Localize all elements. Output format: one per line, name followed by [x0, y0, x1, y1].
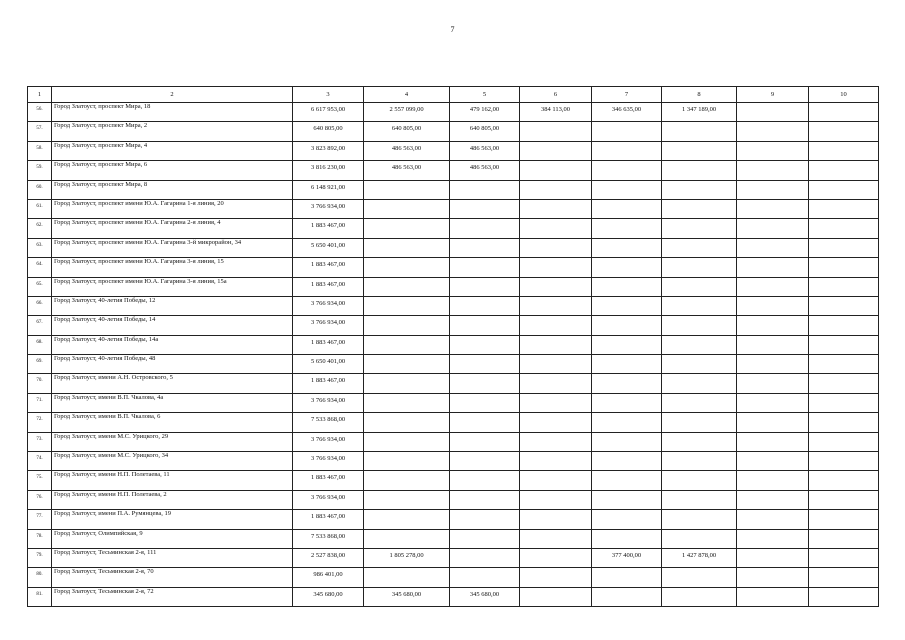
amount-cell: 3 766 934,00 — [293, 452, 364, 471]
amount-cell — [809, 180, 879, 199]
amount-cell — [520, 277, 592, 296]
amount-cell — [662, 510, 737, 529]
table-row — [28, 510, 879, 529]
column-header: 2 — [52, 87, 293, 103]
amount-cell — [737, 180, 809, 199]
amount-cell — [520, 296, 592, 315]
address-cell: Город Златоуст, имени Н.П. Полетаева, 11 — [52, 471, 293, 490]
row-number: 76. — [28, 490, 52, 509]
amount-cell — [364, 180, 450, 199]
amount-cell — [737, 258, 809, 277]
amount-cell — [737, 238, 809, 257]
row-number: 71. — [28, 393, 52, 412]
amount-cell — [737, 296, 809, 315]
address-cell: Город Златоуст, Олимпийская, 9 — [52, 529, 293, 548]
amount-cell — [364, 355, 450, 374]
amount-cell — [737, 335, 809, 354]
address-cell: Город Златоуст, имени М.С. Урицкого, 34 — [52, 452, 293, 471]
amount-cell — [364, 529, 450, 548]
amount-cell — [662, 432, 737, 451]
column-header: 8 — [662, 87, 737, 103]
amount-cell — [520, 393, 592, 412]
column-header: 9 — [737, 87, 809, 103]
amount-cell: 640 805,00 — [364, 122, 450, 141]
amount-cell — [592, 374, 662, 393]
table-row — [28, 374, 879, 393]
amount-cell — [450, 568, 520, 587]
amount-cell — [520, 510, 592, 529]
address-cell: Город Златоуст, проспект имени Ю.А. Гагарина 3-й микрорайон, 34 — [52, 238, 293, 257]
amount-cell — [662, 296, 737, 315]
address-cell: Город Златоуст, проспект имени Ю.А. Гагарина 2-я линия, 4 — [52, 219, 293, 238]
amount-cell: 6 148 921,00 — [293, 180, 364, 199]
amount-cell — [662, 219, 737, 238]
amount-cell — [662, 529, 737, 548]
amount-cell — [450, 335, 520, 354]
amount-cell — [520, 335, 592, 354]
amount-cell — [364, 413, 450, 432]
address-cell: Город Златоуст, Тесьминская 2-я, 72 — [52, 587, 293, 606]
amount-cell — [809, 548, 879, 567]
row-number: 62. — [28, 219, 52, 238]
amount-cell: 3 766 934,00 — [293, 199, 364, 218]
amount-cell — [592, 141, 662, 160]
register-table — [27, 86, 879, 607]
amount-cell: 6 617 953,00 — [293, 103, 364, 122]
amount-cell — [809, 510, 879, 529]
amount-cell: 1 883 467,00 — [293, 374, 364, 393]
table-row — [28, 180, 879, 199]
column-header: 7 — [592, 87, 662, 103]
column-header: 3 — [293, 87, 364, 103]
amount-cell — [592, 219, 662, 238]
amount-cell — [737, 529, 809, 548]
amount-cell — [809, 471, 879, 490]
amount-cell — [737, 452, 809, 471]
amount-cell: 1 427 878,00 — [662, 548, 737, 567]
amount-cell: 3 816 230,00 — [293, 161, 364, 180]
amount-cell — [737, 548, 809, 567]
amount-cell: 5 650 401,00 — [293, 355, 364, 374]
amount-cell — [662, 199, 737, 218]
amount-cell — [364, 374, 450, 393]
address-cell: Город Златоуст, имени В.П. Чкалова, 4а — [52, 393, 293, 412]
amount-cell — [450, 355, 520, 374]
amount-cell — [520, 258, 592, 277]
amount-cell: 377 400,00 — [592, 548, 662, 567]
amount-cell — [450, 413, 520, 432]
amount-cell: 7 533 868,00 — [293, 529, 364, 548]
row-number: 80. — [28, 568, 52, 587]
amount-cell — [520, 548, 592, 567]
amount-cell — [737, 161, 809, 180]
row-number: 68. — [28, 335, 52, 354]
amount-cell: 486 563,00 — [364, 141, 450, 160]
address-cell: Город Златоуст, проспект Мира, 18 — [52, 103, 293, 122]
amount-cell — [520, 413, 592, 432]
amount-cell — [364, 199, 450, 218]
amount-cell — [737, 199, 809, 218]
amount-cell — [662, 238, 737, 257]
amount-cell — [737, 471, 809, 490]
address-cell: Город Златоуст, 40-летия Победы, 12 — [52, 296, 293, 315]
amount-cell — [662, 335, 737, 354]
amount-cell — [592, 180, 662, 199]
amount-cell — [809, 316, 879, 335]
amount-cell — [809, 568, 879, 587]
column-header: 6 — [520, 87, 592, 103]
amount-cell — [364, 568, 450, 587]
amount-cell — [592, 161, 662, 180]
amount-cell: 1 883 467,00 — [293, 335, 364, 354]
column-header: 5 — [450, 87, 520, 103]
table-row — [28, 548, 879, 567]
amount-cell: 345 680,00 — [450, 587, 520, 606]
amount-cell: 1 347 189,00 — [662, 103, 737, 122]
row-number: 64. — [28, 258, 52, 277]
amount-cell — [662, 374, 737, 393]
amount-cell — [737, 277, 809, 296]
amount-cell — [809, 355, 879, 374]
address-cell: Город Златоуст, проспект Мира, 8 — [52, 180, 293, 199]
amount-cell — [450, 490, 520, 509]
amount-cell — [450, 258, 520, 277]
amount-cell — [809, 374, 879, 393]
amount-cell — [364, 490, 450, 509]
amount-cell: 1 883 467,00 — [293, 510, 364, 529]
amount-cell — [737, 413, 809, 432]
amount-cell — [592, 316, 662, 335]
amount-cell — [364, 316, 450, 335]
amount-cell — [662, 490, 737, 509]
amount-cell — [592, 199, 662, 218]
amount-cell — [662, 413, 737, 432]
table-row — [28, 471, 879, 490]
amount-cell — [662, 568, 737, 587]
amount-cell — [662, 316, 737, 335]
amount-cell — [662, 393, 737, 412]
amount-cell — [737, 510, 809, 529]
amount-cell: 346 635,00 — [592, 103, 662, 122]
address-cell: Город Златоуст, 40-летия Победы, 14а — [52, 335, 293, 354]
amount-cell — [809, 335, 879, 354]
table-row — [28, 219, 879, 238]
amount-cell — [737, 490, 809, 509]
amount-cell: 986 401,00 — [293, 568, 364, 587]
amount-cell — [662, 452, 737, 471]
amount-cell: 7 533 868,00 — [293, 413, 364, 432]
amount-cell — [364, 296, 450, 315]
amount-cell — [450, 529, 520, 548]
row-number: 73. — [28, 432, 52, 451]
amount-cell — [737, 355, 809, 374]
amount-cell: 486 563,00 — [450, 141, 520, 160]
amount-cell — [809, 161, 879, 180]
amount-cell: 345 680,00 — [364, 587, 450, 606]
amount-cell — [450, 180, 520, 199]
amount-cell — [809, 277, 879, 296]
amount-cell — [737, 568, 809, 587]
amount-cell — [662, 180, 737, 199]
amount-cell: 3 766 934,00 — [293, 490, 364, 509]
amount-cell — [520, 161, 592, 180]
amount-cell: 1 883 467,00 — [293, 219, 364, 238]
amount-cell: 3 766 934,00 — [293, 316, 364, 335]
amount-cell — [520, 568, 592, 587]
amount-cell — [450, 219, 520, 238]
amount-cell: 486 563,00 — [364, 161, 450, 180]
amount-cell — [737, 316, 809, 335]
amount-cell — [364, 452, 450, 471]
table-row — [28, 393, 879, 412]
amount-cell — [520, 490, 592, 509]
row-number: 56. — [28, 103, 52, 122]
row-number: 61. — [28, 199, 52, 218]
amount-cell — [520, 122, 592, 141]
amount-cell — [520, 238, 592, 257]
amount-cell — [592, 238, 662, 257]
row-number: 57. — [28, 122, 52, 141]
table-row — [28, 277, 879, 296]
table-row — [28, 141, 879, 160]
amount-cell — [737, 587, 809, 606]
amount-cell — [450, 548, 520, 567]
amount-cell — [364, 258, 450, 277]
amount-cell — [737, 432, 809, 451]
amount-cell — [809, 529, 879, 548]
amount-cell — [662, 277, 737, 296]
row-number: 67. — [28, 316, 52, 335]
amount-cell — [592, 355, 662, 374]
amount-cell — [520, 374, 592, 393]
amount-cell: 3 766 934,00 — [293, 393, 364, 412]
amount-cell — [662, 587, 737, 606]
amount-cell — [520, 219, 592, 238]
amount-cell — [809, 432, 879, 451]
amount-cell — [364, 277, 450, 296]
row-number: 79. — [28, 548, 52, 567]
amount-cell — [364, 238, 450, 257]
row-number: 60. — [28, 180, 52, 199]
amount-cell: 479 162,00 — [450, 103, 520, 122]
address-cell: Город Златоуст, проспект Мира, 4 — [52, 141, 293, 160]
page-number: 7 — [450, 25, 455, 34]
address-cell: Город Златоуст, имени М.С. Урицкого, 29 — [52, 432, 293, 451]
table-row — [28, 413, 879, 432]
amount-cell — [520, 199, 592, 218]
row-number: 58. — [28, 141, 52, 160]
address-cell: Город Златоуст, проспект имени Ю.А. Гагарина 3-я линия, 15а — [52, 277, 293, 296]
amount-cell: 3 766 934,00 — [293, 296, 364, 315]
amount-cell — [592, 568, 662, 587]
amount-cell: 3 823 892,00 — [293, 141, 364, 160]
amount-cell — [737, 122, 809, 141]
amount-cell — [592, 490, 662, 509]
amount-cell — [592, 393, 662, 412]
row-number: 63. — [28, 238, 52, 257]
amount-cell — [592, 277, 662, 296]
column-header: 4 — [364, 87, 450, 103]
amount-cell — [662, 258, 737, 277]
amount-cell — [450, 296, 520, 315]
amount-cell — [450, 277, 520, 296]
amount-cell: 5 650 401,00 — [293, 238, 364, 257]
table-header-row — [28, 87, 879, 103]
amount-cell — [364, 510, 450, 529]
row-number: 81. — [28, 587, 52, 606]
amount-cell — [364, 393, 450, 412]
address-cell: Город Златоуст, имени П.А. Румянцева, 19 — [52, 510, 293, 529]
amount-cell: 345 680,00 — [293, 587, 364, 606]
table-row — [28, 316, 879, 335]
amount-cell: 640 805,00 — [293, 122, 364, 141]
amount-cell: 384 113,00 — [520, 103, 592, 122]
amount-cell — [592, 471, 662, 490]
amount-cell — [737, 374, 809, 393]
amount-cell: 3 766 934,00 — [293, 432, 364, 451]
amount-cell — [450, 393, 520, 412]
amount-cell — [450, 374, 520, 393]
amount-cell — [520, 180, 592, 199]
amount-cell — [737, 141, 809, 160]
table-row — [28, 199, 879, 218]
table-row — [28, 432, 879, 451]
amount-cell — [520, 141, 592, 160]
address-cell: Город Златоуст, имени В.П. Чкалова, 6 — [52, 413, 293, 432]
row-number: 74. — [28, 452, 52, 471]
amount-cell — [364, 219, 450, 238]
address-cell: Город Златоуст, проспект Мира, 2 — [52, 122, 293, 141]
row-number: 78. — [28, 529, 52, 548]
amount-cell — [737, 219, 809, 238]
table-row — [28, 587, 879, 606]
amount-cell — [364, 432, 450, 451]
table-row — [28, 355, 879, 374]
row-number: 70. — [28, 374, 52, 393]
amount-cell — [809, 296, 879, 315]
amount-cell — [809, 103, 879, 122]
amount-cell — [520, 432, 592, 451]
table-row — [28, 568, 879, 587]
table-row — [28, 238, 879, 257]
amount-cell — [737, 393, 809, 412]
address-cell: Город Златоуст, проспект имени Ю.А. Гагарина 3-я линия, 15 — [52, 258, 293, 277]
amount-cell — [592, 413, 662, 432]
amount-cell — [592, 529, 662, 548]
amount-cell — [450, 432, 520, 451]
amount-cell — [592, 296, 662, 315]
amount-cell — [809, 490, 879, 509]
amount-cell — [364, 471, 450, 490]
amount-cell — [450, 471, 520, 490]
amount-cell — [520, 529, 592, 548]
amount-cell — [809, 238, 879, 257]
address-cell: Город Златоуст, проспект имени Ю.А. Гагарина 1-я линия, 20 — [52, 199, 293, 218]
amount-cell — [520, 452, 592, 471]
table-row — [28, 161, 879, 180]
row-number: 69. — [28, 355, 52, 374]
address-cell: Город Златоуст, имени Н.П. Полетаева, 2 — [52, 490, 293, 509]
row-number: 65. — [28, 277, 52, 296]
amount-cell — [662, 471, 737, 490]
address-cell: Город Златоуст, 40-летия Победы, 14 — [52, 316, 293, 335]
amount-cell — [592, 432, 662, 451]
amount-cell — [592, 258, 662, 277]
table-row — [28, 452, 879, 471]
address-cell: Город Златоуст, Тесьминская 2-я, 70 — [52, 568, 293, 587]
amount-cell: 1 883 467,00 — [293, 471, 364, 490]
row-number: 77. — [28, 510, 52, 529]
amount-cell: 486 563,00 — [450, 161, 520, 180]
amount-cell — [809, 199, 879, 218]
amount-cell: 2 557 099,00 — [364, 103, 450, 122]
address-cell: Город Златоуст, имени А.Н. Островского, 5 — [52, 374, 293, 393]
amount-cell — [737, 103, 809, 122]
row-number: 75. — [28, 471, 52, 490]
amount-cell — [662, 141, 737, 160]
table-row — [28, 335, 879, 354]
table-row — [28, 122, 879, 141]
amount-cell — [450, 510, 520, 529]
row-number: 66. — [28, 296, 52, 315]
address-cell: Город Златоуст, 40-летия Победы, 48 — [52, 355, 293, 374]
amount-cell: 1 883 467,00 — [293, 258, 364, 277]
address-cell: Город Златоуст, Тесьминская 2-я, 111 — [52, 548, 293, 567]
table-row — [28, 529, 879, 548]
amount-cell: 2 527 838,00 — [293, 548, 364, 567]
amount-cell — [809, 219, 879, 238]
amount-cell — [520, 316, 592, 335]
row-number: 72. — [28, 413, 52, 432]
amount-cell: 640 805,00 — [450, 122, 520, 141]
amount-cell — [520, 471, 592, 490]
amount-cell — [450, 316, 520, 335]
amount-cell — [450, 238, 520, 257]
amount-cell — [809, 587, 879, 606]
amount-cell — [809, 258, 879, 277]
amount-cell — [592, 335, 662, 354]
amount-cell — [592, 452, 662, 471]
amount-cell — [809, 452, 879, 471]
table-row — [28, 490, 879, 509]
amount-cell — [662, 122, 737, 141]
column-header: 1 — [28, 87, 52, 103]
amount-cell: 1 883 467,00 — [293, 277, 364, 296]
table-row — [28, 103, 879, 122]
table-row — [28, 258, 879, 277]
amount-cell — [592, 587, 662, 606]
amount-cell — [450, 199, 520, 218]
column-header: 10 — [809, 87, 879, 103]
amount-cell — [520, 587, 592, 606]
row-number: 59. — [28, 161, 52, 180]
table-row — [28, 296, 879, 315]
address-cell: Город Златоуст, проспект Мира, 6 — [52, 161, 293, 180]
amount-cell — [662, 161, 737, 180]
amount-cell — [809, 413, 879, 432]
amount-cell: 1 805 278,00 — [364, 548, 450, 567]
amount-cell — [592, 510, 662, 529]
amount-cell — [809, 393, 879, 412]
amount-cell — [450, 452, 520, 471]
amount-cell — [662, 355, 737, 374]
amount-cell — [809, 141, 879, 160]
amount-cell — [809, 122, 879, 141]
amount-cell — [592, 122, 662, 141]
amount-cell — [520, 355, 592, 374]
amount-cell — [364, 335, 450, 354]
